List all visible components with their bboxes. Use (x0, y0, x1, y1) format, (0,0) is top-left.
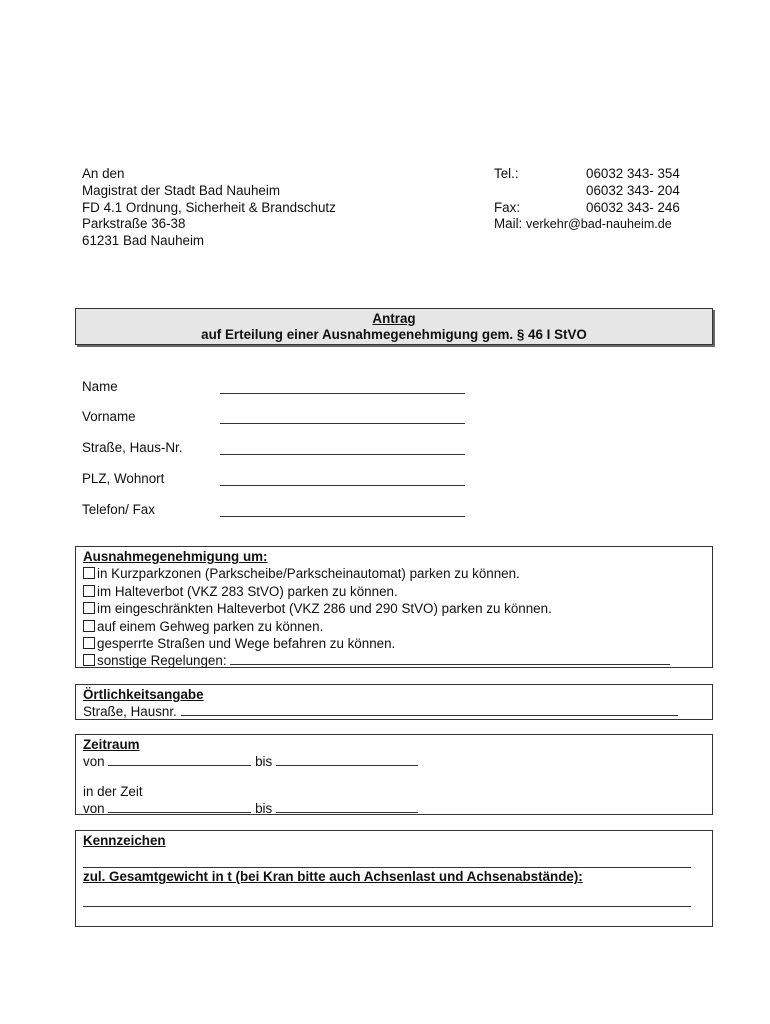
option-label: im Halteverbot (VKZ 283 StVO) parken zu können. (97, 583, 398, 599)
contact-info (494, 166, 680, 233)
option-row[interactable] (83, 565, 712, 582)
checkbox[interactable] (83, 567, 95, 579)
oertlichkeit-box (75, 684, 713, 720)
address-line: Parkstraße 36-38 (82, 216, 186, 232)
address-line: An den (82, 166, 125, 181)
von-label: von (83, 754, 105, 770)
checkbox[interactable] (83, 602, 95, 614)
gewicht-input-line[interactable] (83, 886, 691, 907)
plz-input-line[interactable] (220, 471, 465, 486)
oertlichkeit-input-line[interactable] (181, 703, 678, 716)
mail-address[interactable]: verkehr@bad-nauheim.de (526, 217, 672, 232)
tel-label: Tel.: (494, 166, 519, 181)
vorname-input-line[interactable] (220, 409, 465, 424)
name-field[interactable] (82, 376, 482, 394)
in-der-zeit-label: in der Zeit (83, 783, 143, 799)
bis-date-line[interactable] (276, 753, 418, 766)
checkbox[interactable] (83, 654, 95, 666)
option-label: in Kurzparkzonen (Parkscheibe/Parkscheinautomat) parken zu können. (97, 566, 520, 582)
kennzeichen-input-line[interactable] (83, 853, 691, 868)
fax-number: 06032 343- 246 (586, 199, 680, 215)
address-line: FD 4.1 Ordnung, Sicherheit & Brandschutz (82, 199, 336, 215)
checkbox[interactable] (83, 620, 95, 632)
plz-label: PLZ, Wohnort (82, 471, 165, 486)
option-row[interactable] (83, 635, 712, 652)
address-line: Magistrat der Stadt Bad Nauheim (82, 182, 280, 198)
option-row[interactable] (83, 652, 712, 669)
von-label: von (83, 801, 105, 817)
tel-number: 06032 343- 354 (586, 166, 680, 181)
kennzeichen-box (75, 830, 713, 927)
tel-number: 06032 343- 204 (586, 182, 680, 198)
strasse-input-line[interactable] (220, 440, 465, 455)
option-label: im eingeschränkten Halteverbot (VKZ 286 und 290 StVO) parken zu können. (97, 601, 552, 617)
sonstige-input-line[interactable] (230, 652, 670, 665)
strasse-field[interactable] (82, 437, 482, 455)
zeitraum-box (75, 734, 713, 815)
form-title-box (75, 308, 713, 345)
plz-field[interactable] (82, 468, 482, 486)
telefon-input-line[interactable] (220, 502, 465, 517)
vorname-field[interactable] (82, 406, 482, 424)
oertlichkeit-heading: Örtlichkeitsangabe (83, 687, 204, 702)
mail-label: Mail: (494, 216, 523, 232)
form-title: Antrag (372, 311, 416, 326)
vorname-label: Vorname (82, 409, 136, 424)
option-row[interactable] (83, 618, 712, 635)
option-label: auf einem Gehweg parken zu können. (97, 618, 324, 634)
gewicht-label: zul. Gesamtgewicht in t (bei Kran bitte auch Achsenlast und Achsenabstände): (83, 869, 583, 885)
address-line: 61231 Bad Nauheim (82, 233, 205, 249)
checkbox[interactable] (83, 585, 95, 597)
checkbox[interactable] (83, 637, 95, 649)
ausnahme-heading: Ausnahmegenehmigung um: (83, 549, 268, 564)
bis-label: bis (255, 801, 273, 817)
name-label: Name (82, 379, 118, 394)
form-subtitle: auf Erteilung einer Ausnahmegenehmigung gem. § 46 I StVO (201, 327, 587, 342)
oertlichkeit-label: Straße, Hausnr. (83, 704, 177, 720)
option-row[interactable] (83, 583, 712, 600)
telefon-label: Telefon/ Fax (82, 502, 155, 517)
telefon-field[interactable] (82, 499, 482, 517)
strasse-label: Straße, Haus-Nr. (82, 440, 183, 455)
zeitraum-heading: Zeitraum (83, 737, 140, 752)
ausnahme-box (75, 546, 713, 668)
bis-label: bis (255, 754, 273, 770)
von-date-line[interactable] (108, 753, 251, 766)
option-row[interactable] (83, 600, 712, 617)
option-label: gesperrte Straßen und Wege befahren zu können. (97, 636, 396, 652)
name-input-line[interactable] (220, 379, 465, 394)
fax-label: Fax: (494, 199, 521, 215)
option-label: sonstige Regelungen: (97, 653, 227, 669)
von-time-line[interactable] (108, 800, 251, 813)
bis-time-line[interactable] (276, 800, 418, 813)
recipient-address (82, 166, 336, 250)
kennzeichen-heading: Kennzeichen (83, 833, 166, 848)
